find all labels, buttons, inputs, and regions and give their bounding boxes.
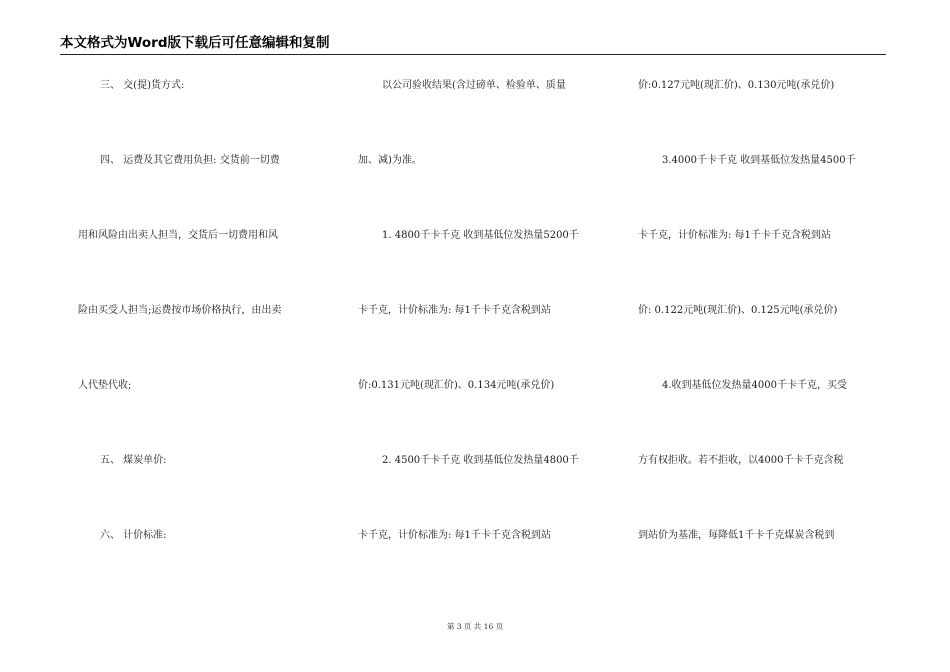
- column-middle-line-3: 1. 4800千卡千克 收到基低位发热量5200千: [382, 230, 579, 241]
- column-left-line-6: 五、 煤炭单价:: [100, 455, 167, 466]
- text-column-middle: [358, 0, 606, 672]
- column-left-line-1: 三、 交(提)货方式:: [100, 80, 185, 91]
- column-right-line-6: 方有权拒收。若不拒收，以4000千卡千克含税: [638, 455, 844, 466]
- column-middle-line-4: 卡千克，计价标准为: 每1千卡千克含税到站: [358, 305, 551, 316]
- column-right-line-7: 到站价为基准，每降低1千卡千克煤炭含税到: [638, 530, 835, 541]
- column-middle-line-1: 以公司验收结果(含过磅单、检验单、质量: [382, 80, 566, 91]
- column-left-line-4: 险由买受人担当;运费按市场价格执行，由出卖: [78, 305, 282, 316]
- column-right-line-3: 卡千克，计价标准为: 每1千卡千克含税到站: [638, 230, 831, 241]
- document-header: 本文格式为Word版下载后可任意编辑和复制: [60, 35, 330, 51]
- column-middle-line-6: 2. 4500千卡千克 收到基低位发热量4800千: [382, 455, 579, 466]
- column-left-line-2: 四、 运费及其它费用负担: 交货前一切费: [100, 155, 280, 166]
- text-column-right: [638, 0, 884, 672]
- page-number: 第 3 页 共 16 页: [446, 622, 504, 631]
- column-middle-line-7: 卡千克，计价标准为: 每1千卡千克含税到站: [358, 530, 551, 541]
- column-right-line-2: 3.4000千卡千克 收到基低位发热量4500千: [662, 155, 856, 166]
- column-middle-line-2: 加、减)为准。: [358, 155, 422, 166]
- column-right-line-4: 价: 0.122元吨(现汇价)、0.125元吨(承兑价): [638, 305, 838, 316]
- column-left-line-3: 用和风险由出卖人担当，交货后一切费用和风: [78, 230, 278, 241]
- column-left-line-5: 人代垫代收;: [78, 380, 132, 391]
- column-left-line-7: 六、 计价标准:: [100, 530, 167, 541]
- column-middle-line-5: 价:0.131元吨(现汇价)、0.134元吨(承兑价): [358, 380, 555, 391]
- column-right-line-5: 4.收到基低位发热量4000千卡千克，买受: [662, 380, 847, 391]
- text-column-left: [78, 0, 322, 672]
- column-right-line-1: 价:0.127元吨(现汇价)、0.130元吨(承兑价): [638, 80, 835, 91]
